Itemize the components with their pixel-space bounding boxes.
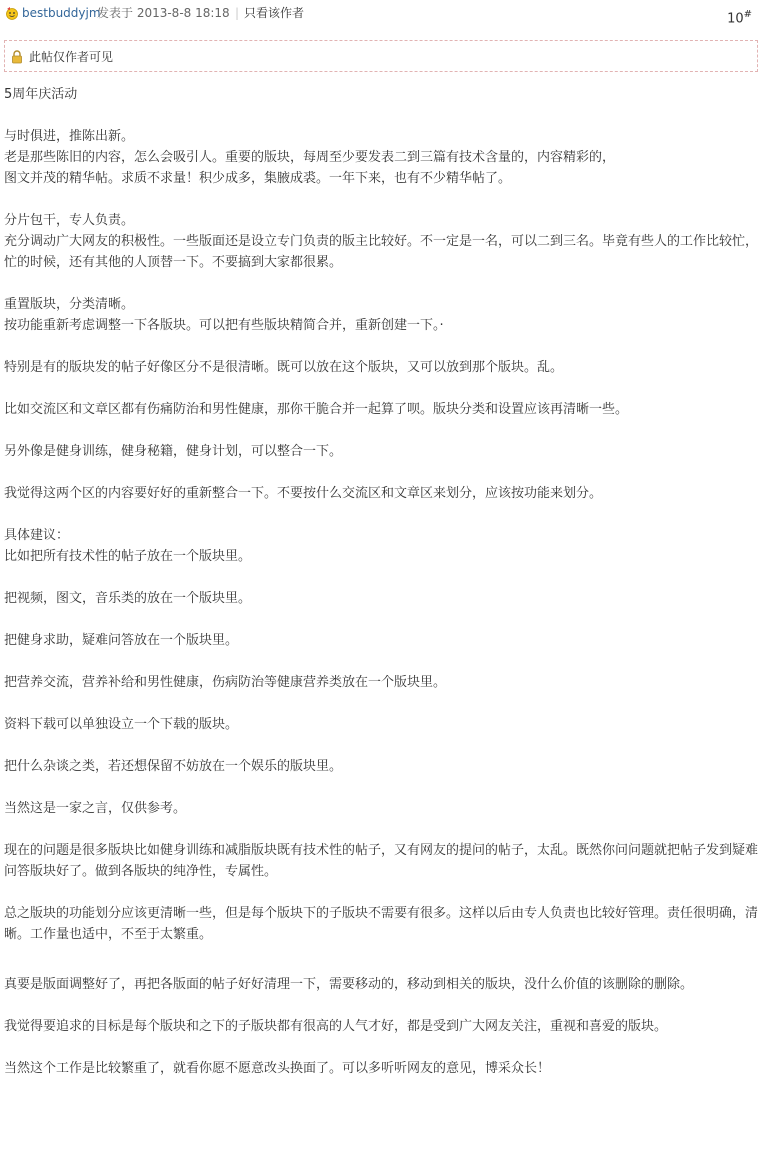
post-line: 老是那些陈旧的内容，怎么会吸引人。重要的版块，每周至少要发表二到三篇有技术含量的，内容精彩的， xyxy=(4,150,616,165)
floor-mark: # xyxy=(743,9,752,20)
post-line: 按功能重新考虑调整一下各版块。可以把有些版块精简合并，重新创建一下。· xyxy=(4,318,444,333)
post-line: 把视频，图文，音乐类的放在一个版块里。 xyxy=(4,591,252,606)
post-line: 资料下载可以单独设立一个下载的版块。 xyxy=(4,717,239,732)
author-only-notice xyxy=(4,40,758,72)
post-line: 图文并茂的精华帖。求质不求量！积少成多，集腋成裘。一年下来，也有不少精华帖了。 xyxy=(4,171,512,186)
post-time: 发表于 2013-8-8 18:18 xyxy=(97,6,230,20)
post-line: 比如交流区和文章区都有伤痛防治和男性健康，那你干脆合并一起算了呗。版块分类和设置应该再清晰一些。 xyxy=(4,402,629,417)
post-title: 5周年庆活动 xyxy=(4,87,78,102)
post-line: 我觉得这两个区的内容要好好的重新整合一下。不要按什么交流区和文章区来划分，应该按功能来划分。 xyxy=(4,486,603,501)
post-line: 与时俱进，推陈出新。 xyxy=(4,129,135,144)
author-link[interactable]: bestbuddyjm xyxy=(22,6,101,20)
post-line: 特别是有的版块发的帖子好像区分不是很清晰。既可以放在这个版块，又可以放到那个版块。乱。 xyxy=(4,360,564,375)
post-line: 把健身求助，疑难问答放在一个版块里。 xyxy=(4,633,239,648)
post-line: 把什么杂谈之类，若还想保留不妨放在一个娱乐的版块里。 xyxy=(4,759,343,774)
only-author-link[interactable]: 只看该作者 xyxy=(244,6,305,20)
post-line: 总之版块的功能划分应该更清晰一些，但是每个版块下的子版块不需要有很多。这样以后由专人负责也比较好管理。责任很明确，清晰。工作量也适中，不至于太繁重。 xyxy=(4,906,759,942)
notice-text: 此帖仅作者可见 xyxy=(29,50,114,64)
lock-icon xyxy=(11,50,23,64)
post-line: 分片包干，专人负责。 xyxy=(4,213,135,228)
post-line: 具体建议： xyxy=(4,528,70,543)
post-line: 我觉得要追求的目标是每个版块和之下的子版块都有很高的人气才好，都是受到广大网友关注，重视和喜爱的版块。 xyxy=(4,1019,668,1034)
post-line: 现在的问题是很多版块比如健身训练和减脂版块既有技术性的帖子，又有网友的提问的帖子，太乱。既然你问问题就把帖子发到疑难问答版块好了。做到各版块的纯净性，专属性。 xyxy=(4,843,759,879)
floor-number[interactable] xyxy=(727,2,752,32)
floor-value: 10 xyxy=(727,11,744,27)
post-line: 真要是版面调整好了，再把各版面的帖子好好清理一下，需要移动的，移动到相关的版块，没什么价值的该删除的删除。 xyxy=(4,977,694,992)
header-separator: | xyxy=(235,6,240,20)
post-content xyxy=(4,84,760,1079)
online-status-icon xyxy=(5,6,19,20)
post-line: 重置版块，分类清晰。 xyxy=(4,297,135,312)
post-line: 把营养交流，营养补给和男性健康，伤病防治等健康营养类放在一个版块里。 xyxy=(4,675,447,690)
post-header xyxy=(0,0,764,26)
post-line: 充分调动广大网友的积极性。一些版面还是设立专门负责的版主比较好。不一定是一名，可以二到三名。毕竟有些人的工作比较忙，忙的时候，还有其他的人顶替一下。不要搞到大家都很累。 xyxy=(4,234,759,270)
post-line: 比如把所有技术性的帖子放在一个版块里。 xyxy=(4,549,252,564)
post-line: 另外像是健身训练，健身秘籍，健身计划，可以整合一下。 xyxy=(4,444,343,459)
post-line: 当然这是一家之言，仅供参考。 xyxy=(4,801,187,816)
post-line: 当然这个工作是比较繁重了，就看你愿不愿意改头换面了。可以多听听网友的意见，博采众长！ xyxy=(4,1061,551,1076)
